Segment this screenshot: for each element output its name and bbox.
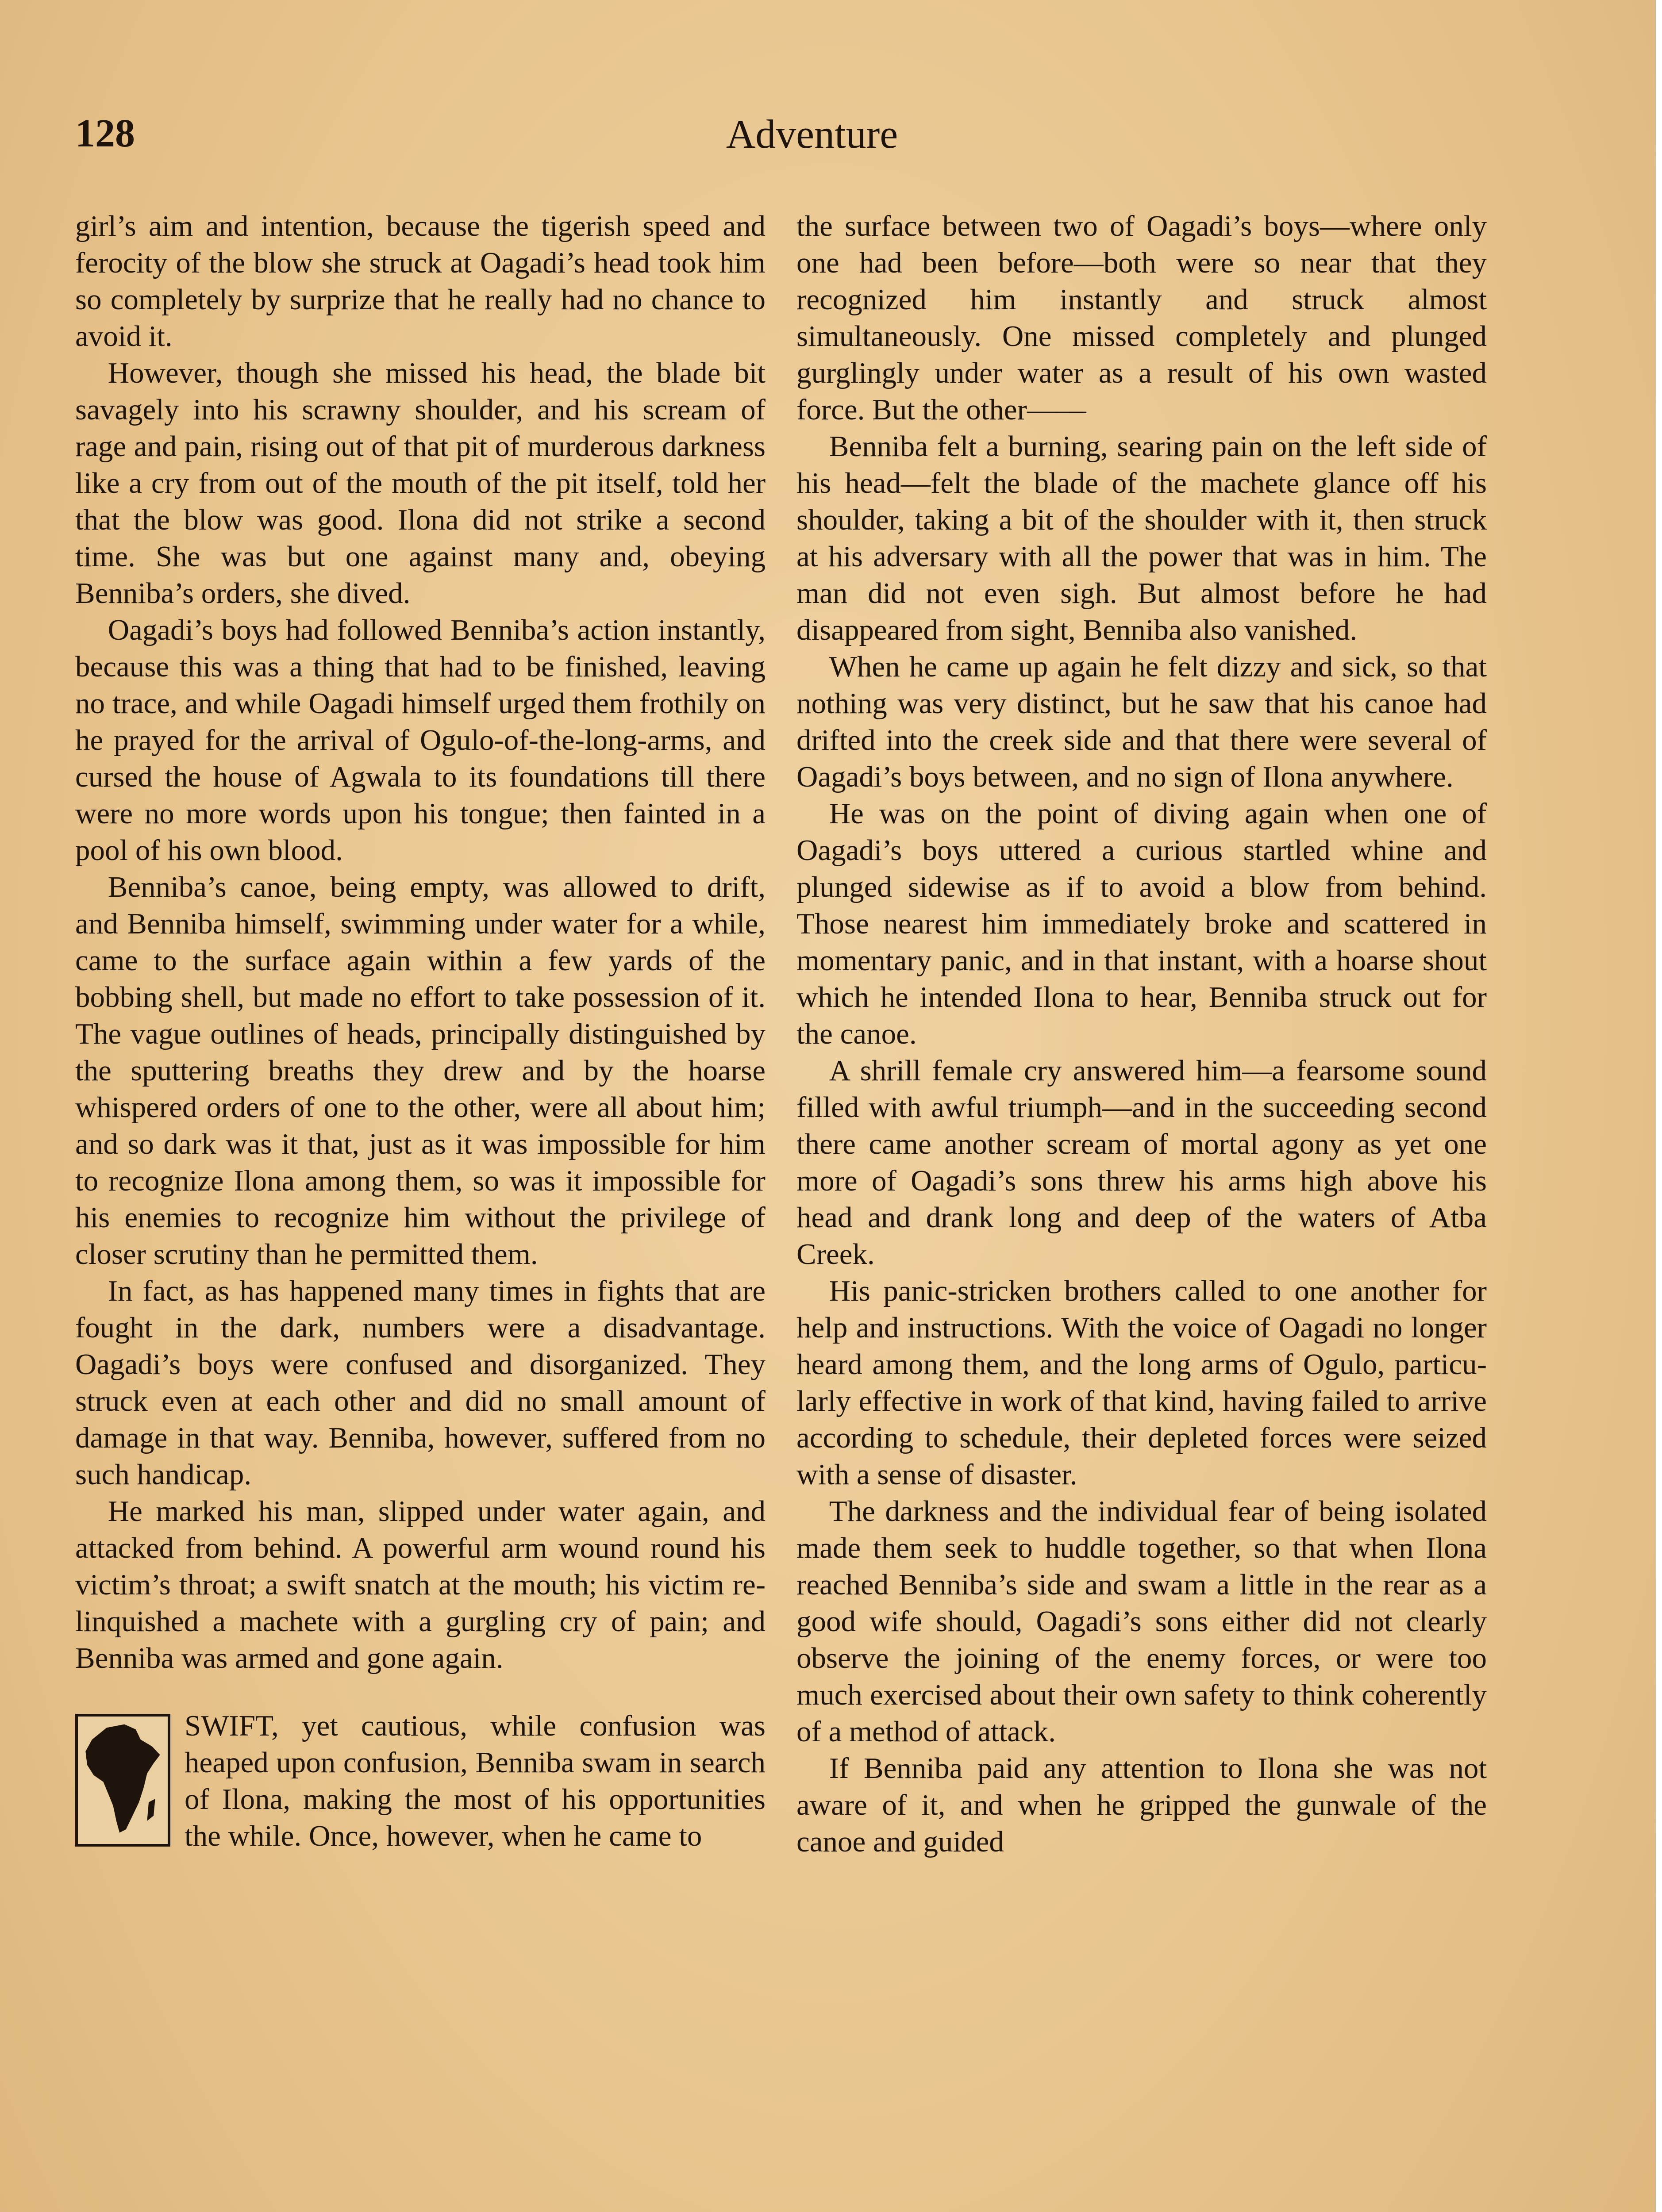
paragraph: He was on the point of diving again when one of Oagadi’s boys uttered a curious startled whine and plunged sidewise as if to avoid a blow from behind. Those nearest him immediately broke and scattered in momentary panic, and in that instant, with a hoarse shout which he intended Ilona to hear, Benniba struck out for the canoe. [796, 797, 1487, 1050]
paragraph: Benniba felt a burning, searing pain on the left side of his head—felt the blade of the machete glance off his shoulder, taking a bit of the shoulder with it, then struck at his adversary with all the power that was in him. The man did not even sigh. But almost before he had disappeared from sight, Benniba also vanished. [796, 430, 1487, 646]
page-header [75, 111, 1549, 173]
paragraph: Oagadi’s boys had followed Benniba’s action instantly, because this was a thing that had to be finished, leaving no trace, and while Oagadi himself urged them frothily on he prayed for the arrival of Ogulo-of-the-long-arms, and cursed the house of Agwala to its foundations till there were no more words upon his tongue; then fainted in a pool of his own blood. [75, 614, 766, 867]
paragraph: He marked his man, slipped under water again, and attacked from behind. A powerful arm wound round his victim’s throat; a swift snatch at the mouth; his victim relinquished a machete with a gurgling cry of pain; and Benniba was armed and gone again. [75, 1495, 766, 1674]
paragraph: The darkness and the individual fear of being isolated made them seek to huddle together, so that when Ilona reached Benniba’s side and swam a little in the rear as a good wife should, Oagadi’s sons either did not clearly observe the joining of the enemy forces, or were too much exercised about their own safety to think coherently of a method of attack. [796, 1495, 1487, 1748]
paragraph: girl’s aim and intention, because the tigerish speed and ferocity of the blow she struck at Oagadi’s head took him so completely by surprize that he really had no chance to avoid it. [75, 210, 766, 353]
paragraph: His panic-stricken brothers called to one another for help and instructions. With the voice of Oagadi no longer heard among them, and the long arms of Ogulo, particularly effective in work of that kind, having failed to arrive according to schedule, their depleted forces were seized with a sense of disaster. [796, 1275, 1487, 1491]
section-break [75, 1677, 766, 1708]
africa-map-icon [75, 1714, 170, 1847]
paragraph: In fact, as has happened many times in fights that are fought in the dark, numbers were a disadvantage. Oagadi’s boys were confused and disorganized. They struck even at each other and did no small amount of damage in that way. Benniba, however, suffered from no such handicap. [75, 1275, 766, 1491]
paragraph: However, though she missed his head, the blade bit savagely into his scrawny shoulder, and his scream of rage and pain, rising out of that pit of murderous darkness like a cry from out of the mouth of the pit itself, told her that the blow was good. Ilona did not strike a second time. She was but one against many and, obeying Benniba’s orders, she dived. [75, 357, 766, 610]
section-opening-paragraph: SWIFT, yet cautious, while confusion was heaped upon confusion, Benniba swam in search of Ilona, making the most of his opportunities the while. Once, however, when he came to [185, 1709, 766, 1852]
paragraph: A shrill female cry answered him—a fearsome sound filled with awful triumph—and in the succeeding second there came another scream of mortal agony as yet one more of Oagadi’s sons threw his arms high above his head and drank long and deep of the waters of Atba Creek. [796, 1054, 1487, 1271]
paragraph: the surface between two of Oagadi’s boys—where only one had been before—both were so near that they recognized him instantly and struck almost simultaneously. One missed completely and plunged gurglingly under water as a result of his own wasted force. But the other—— [796, 210, 1487, 426]
page-edge [1656, 0, 1662, 2212]
paragraph: If Benniba paid any attention to Ilona she was not aware of it, and when he gripped the gunwale of the canoe and guided [796, 1752, 1487, 1858]
page-number: 128 [75, 111, 135, 155]
right-column [796, 208, 1487, 1860]
paragraph: Benniba’s canoe, being empty, was allowed to drift, and Benniba himself, swimming under water for a while, came to the surface again within a few yards of the bobbing shell, but made no effort to take possession of it. The vague outlines of heads, principally distinguished by the sputtering breaths they drew and by the hoarse whispered orders of one to the other, were all about him; and so dark was it that, just as it was impossible for him to recognize Ilona among them, so was it impossible for his enemies to recognize him without the privilege of closer scrutiny than he permitted them. [75, 871, 766, 1271]
running-title: Adventure [726, 111, 898, 157]
paragraph: When he came up again he felt dizzy and sick, so that nothing was very distinct, but he saw that his canoe had drifted into the creek side and that there were several of Oagadi’s boys between, and no sign of Ilona anywhere. [796, 650, 1487, 793]
left-column [75, 208, 766, 1855]
